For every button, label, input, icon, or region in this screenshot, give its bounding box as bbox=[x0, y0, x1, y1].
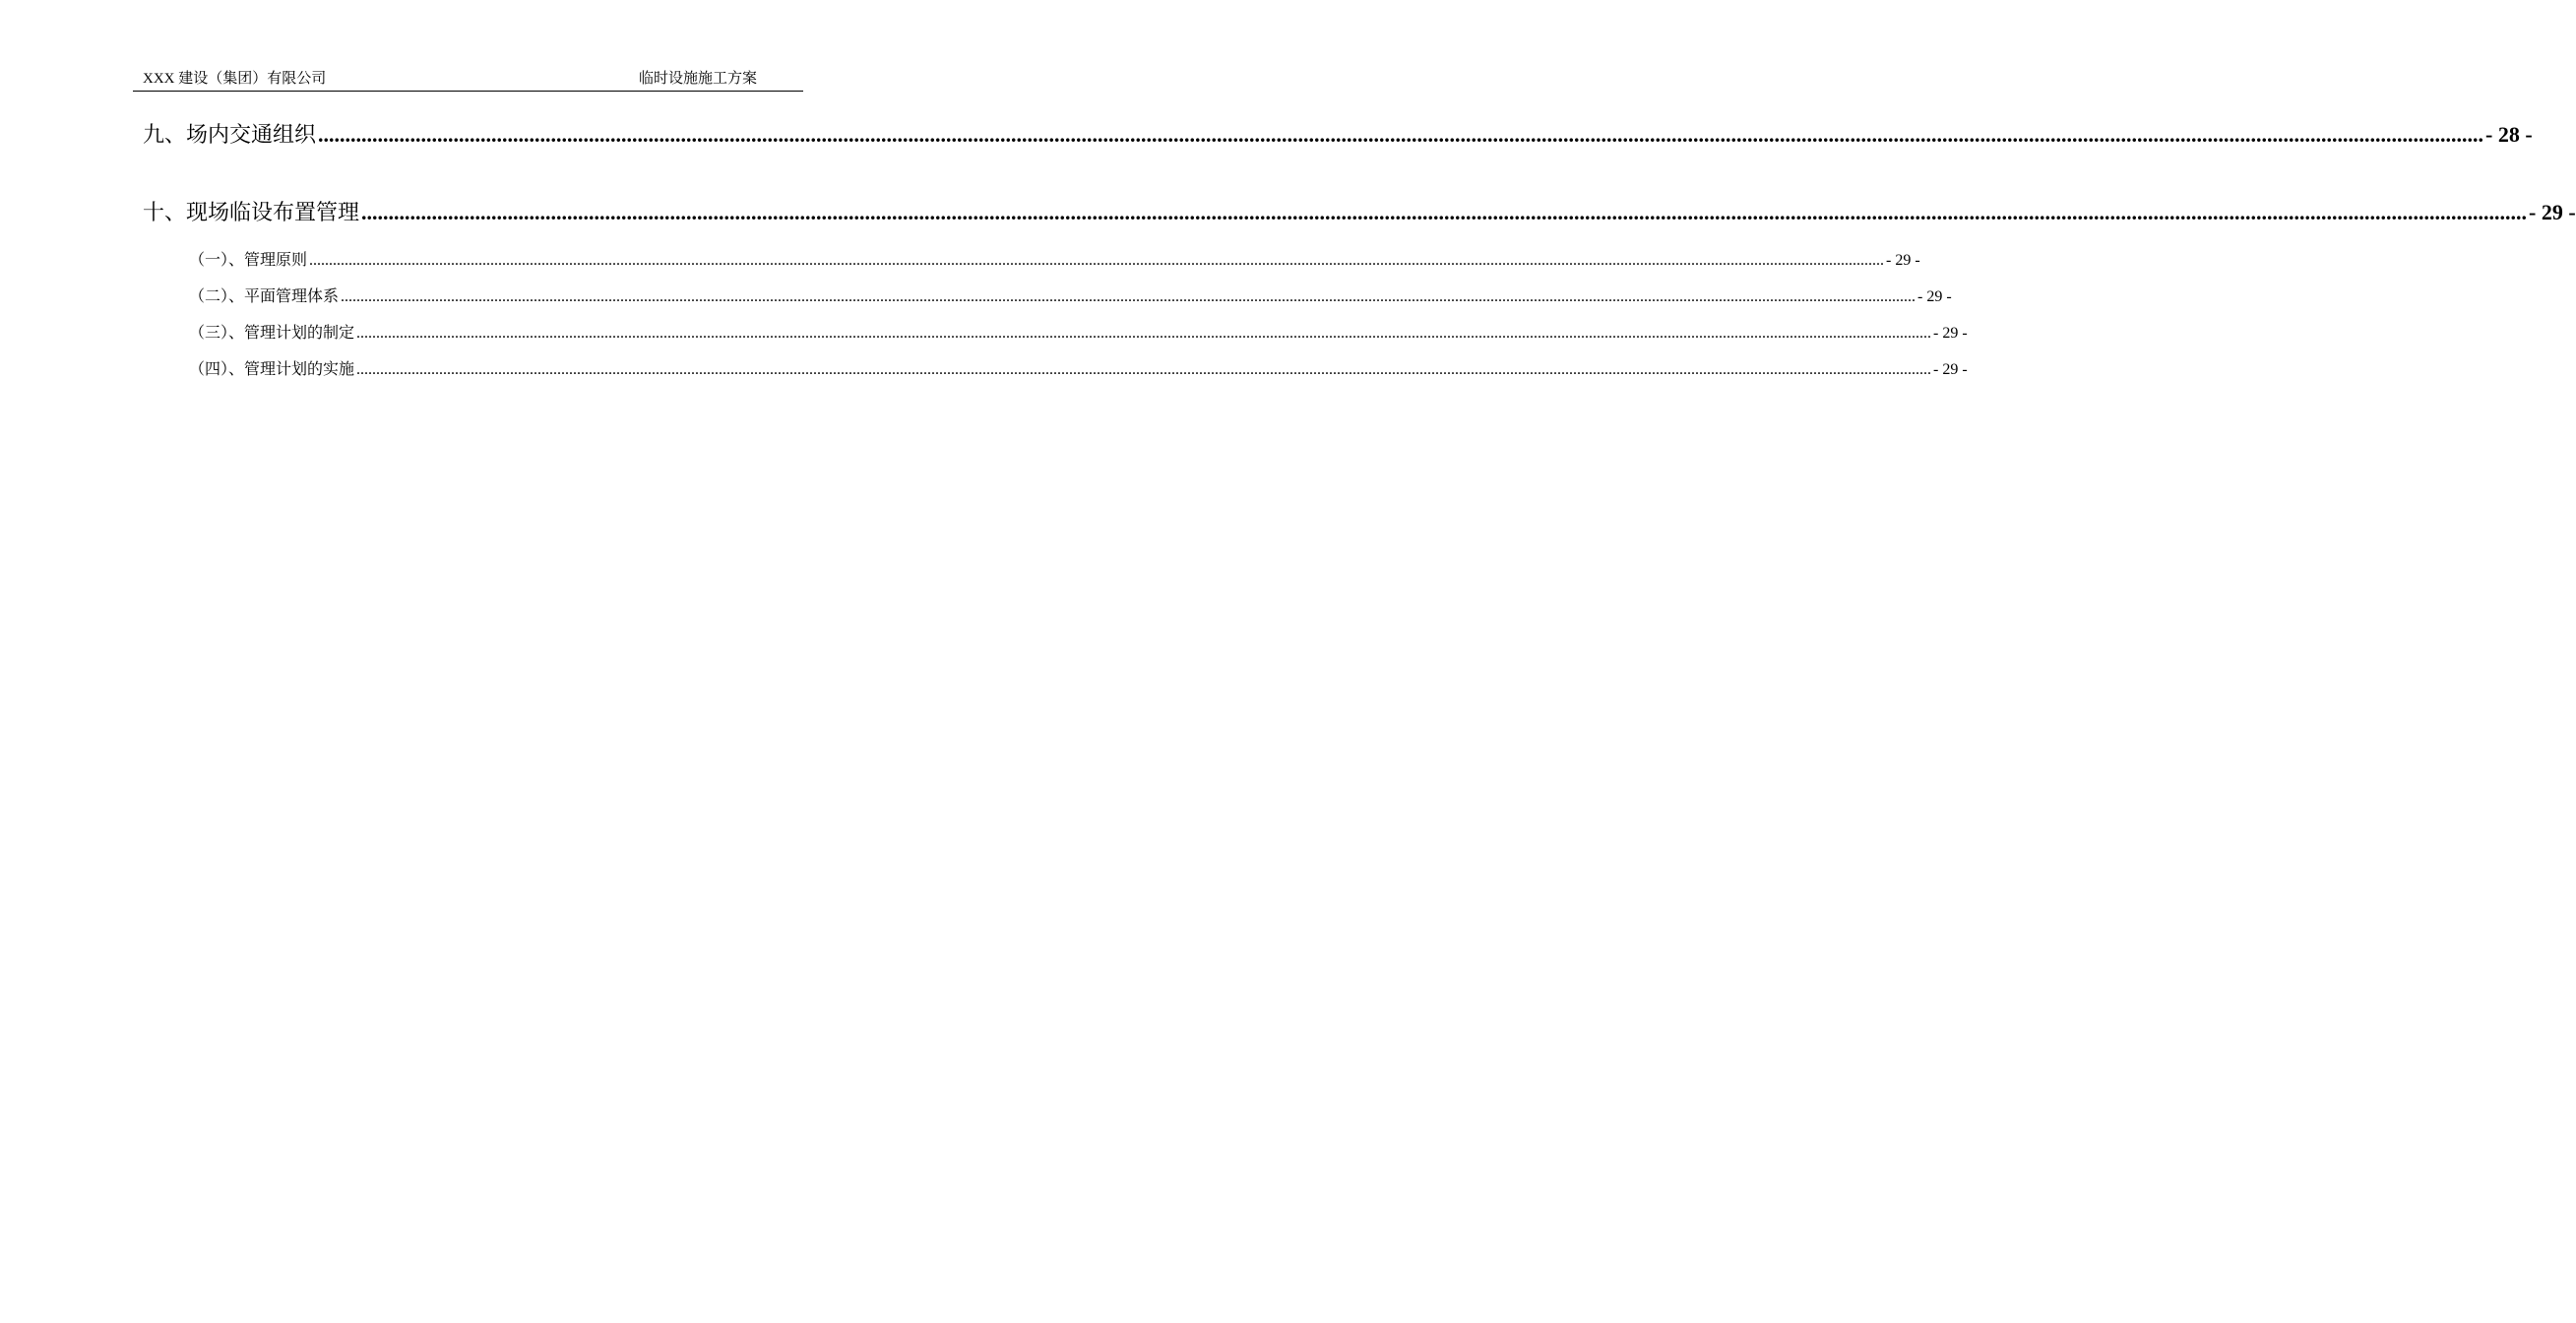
header-company-name: XXX 建设（集团）有限公司 bbox=[143, 71, 327, 87]
toc-page-number: - 29 - bbox=[1933, 361, 1968, 378]
toc-entry-chapter-10[interactable] bbox=[143, 196, 2576, 226]
toc-entry-label: （三）、管理计划的制定 bbox=[189, 325, 355, 342]
toc-entry-label: （二）、平面管理体系 bbox=[189, 288, 340, 305]
toc-page-number: - 29 - bbox=[1886, 252, 1920, 269]
toc-entry-section-1[interactable] bbox=[189, 247, 1920, 270]
toc-page-number: - 28 - bbox=[2485, 122, 2533, 147]
toc-dot-leader: ................................................................................................................................................................................................................................................................................................................................................................................................................ bbox=[341, 288, 1916, 305]
page-header bbox=[133, 67, 803, 92]
toc-entry-label: （四）、管理计划的实施 bbox=[189, 361, 355, 378]
toc-page-number: - 29 - bbox=[1917, 288, 1952, 305]
header-document-title: 临时设施施工方案 bbox=[638, 71, 757, 87]
toc-page-number: - 29 - bbox=[1933, 325, 1968, 342]
toc-entry-section-4[interactable] bbox=[189, 356, 1968, 379]
toc-dot-leader: ................................................................................................................................................................................................................................................................................................................................................................................................................ bbox=[318, 122, 2484, 147]
toc-dot-leader: ................................................................................................................................................................................................................................................................................................................................................................................................................ bbox=[309, 252, 1885, 269]
toc-page-number: - 29 - bbox=[2529, 200, 2576, 224]
toc-entry-label: 十、现场临设布置管理 bbox=[143, 200, 360, 224]
toc-entry-section-2[interactable] bbox=[189, 284, 1952, 306]
toc-dot-leader: ................................................................................................................................................................................................................................................................................................................................................................................................................ bbox=[356, 325, 1932, 342]
toc-dot-leader: ................................................................................................................................................................................................................................................................................................................................................................................................................ bbox=[356, 361, 1932, 378]
toc-entry-section-3[interactable] bbox=[189, 320, 1968, 343]
toc-dot-leader: ................................................................................................................................................................................................................................................................................................................................................................................................................ bbox=[361, 200, 2528, 224]
toc-entry-label: 九、场内交通组织 bbox=[143, 122, 317, 147]
toc-entry-label: （一）、管理原则 bbox=[189, 252, 308, 269]
toc-entry-chapter-9[interactable] bbox=[143, 118, 2533, 149]
